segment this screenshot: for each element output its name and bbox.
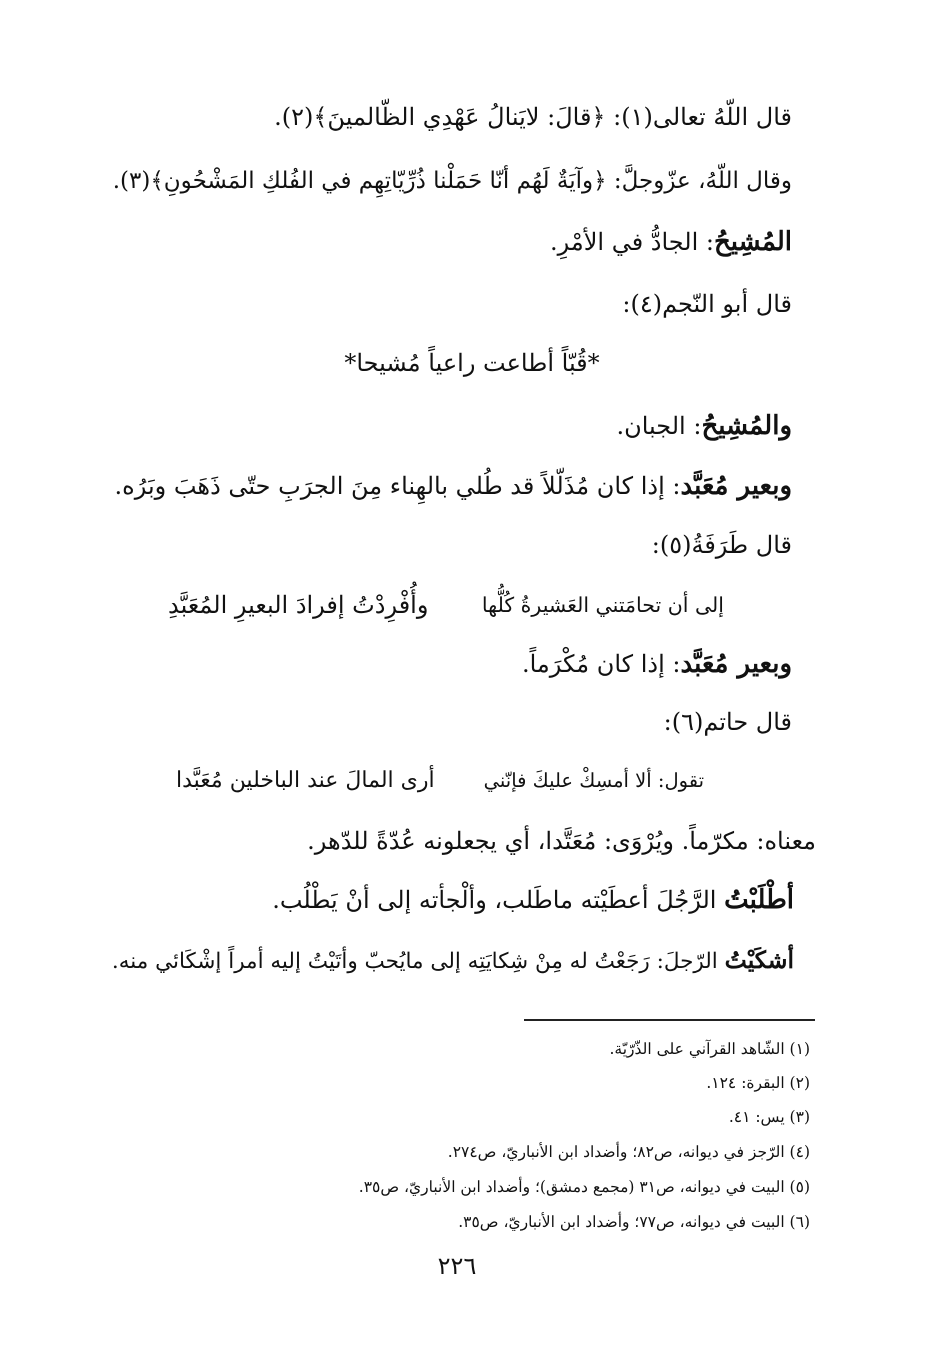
text-line-abu-najm: قال أبو النّجم(٤): bbox=[622, 290, 792, 318]
entry-headword: المُشِيحُ bbox=[714, 227, 792, 257]
entry-definition: الرّجلَ: رَجَعْتُ له مِنْ شِكايَتِه إلى مايُحبّ وأتَيْتُ إليه أمراً إشْكَائي منه. bbox=[111, 949, 725, 974]
footnote-5: (٥) البيت في ديوانه، ص٣١ (مجمع دمشق)؛ وأضداد ابن الأنباريّ، ص٣٥. bbox=[358, 1178, 810, 1196]
entry-definition: : إذا كان مُكْرَماً. bbox=[521, 650, 681, 678]
entry-ashkaytu bbox=[112, 943, 794, 979]
entry-definition: : الجادُّ في الأمْرِ. bbox=[549, 228, 714, 256]
verse-rajaz: *قُبّاً أطاعت راعياً مُشيحا* bbox=[344, 349, 600, 377]
text-line-hatim: قال حاتم(٦): bbox=[663, 708, 792, 736]
verse-hatim-first-hemistich: تقول: ألا أمسِكْ عليكَ فإنّني bbox=[483, 769, 704, 792]
footnote-6: (٦) البيت في ديوانه، ص٧٧؛ وأضداد ابن الأنباريّ، ص٣٥. bbox=[458, 1213, 810, 1231]
entry-definition: : إذا كان مُذَلّلاً قد طُلي بالهِناء مِنَ الجرَبِ حتّى ذَهَبَ وبَرُه. bbox=[114, 472, 681, 500]
footnote-3: (٣) يس: ٤١. bbox=[728, 1108, 810, 1126]
entry-mushih bbox=[550, 225, 792, 259]
entry-headword: أشكَيْتُ bbox=[724, 946, 794, 974]
entry-headword: وبعير مُعَبَّد bbox=[680, 471, 792, 501]
footnote-separator bbox=[524, 1019, 815, 1021]
entry-mushih-coward bbox=[616, 409, 792, 443]
entry-headword: وبعير مُعَبَّد bbox=[680, 649, 792, 679]
entry-atlabtu bbox=[272, 883, 794, 917]
entry-headword: والمُشِيحُ bbox=[701, 411, 792, 441]
text-line-tarafa: قال طَرَفَةُ(٥): bbox=[651, 531, 792, 559]
text-line-1: قال اللّهُ تعالى(١): ﴿قالَ: لايَنالُ عَهْدِي الظّالمينَ﴾(٢). bbox=[274, 103, 792, 131]
verse-tarafa-second-hemistich: وأُفْرِدْتُ إفرادَ البعيرِ المُعَبَّدِ bbox=[168, 591, 429, 619]
text-line-meaning: معناه: مكرّماً. ويُرْوَى: مُعَتَّدا، أي يجعلونه عُدّةً للدّهر. bbox=[307, 827, 816, 855]
entry-definition: : الجبان. bbox=[616, 412, 702, 440]
entry-definition: الرَّجُلَ أعطَيْته ماطَلب، وألْجأته إلى أنْ يَطْلُب. bbox=[272, 886, 725, 914]
footnote-1: (١) الشّاهد القرآني على الذّرّيّة. bbox=[609, 1040, 810, 1058]
text-line-2: وقال اللّهُ، عزّوجلَّ: ﴿وآيَةٌ لَهُم أنّا حَمَلْنا ذُرِّيّاتِهِم في الفُلكِ المَشْحُونِ﴾(٣). bbox=[112, 168, 792, 194]
entry-muabbad-2 bbox=[522, 647, 792, 681]
entry-headword: أطْلَبْتُ bbox=[724, 885, 794, 915]
verse-tarafa-first-hemistich: إلى أن تحامَتني العَشيرةُ كُلُّها bbox=[481, 593, 724, 617]
footnote-2: (٢) البقرة: ١٢٤. bbox=[706, 1074, 810, 1092]
verse-hatim-second-hemistich: أرى المالَ عند الباخلين مُعَبَّدا bbox=[176, 768, 435, 793]
entry-muabbad-1 bbox=[115, 469, 793, 503]
footnote-4: (٤) الرّجز في ديوانه، ص٨٢؛ وأضداد ابن الأنباريّ، ص٢٧٤. bbox=[447, 1143, 810, 1161]
page-number: ٢٢٦ bbox=[437, 1252, 477, 1280]
